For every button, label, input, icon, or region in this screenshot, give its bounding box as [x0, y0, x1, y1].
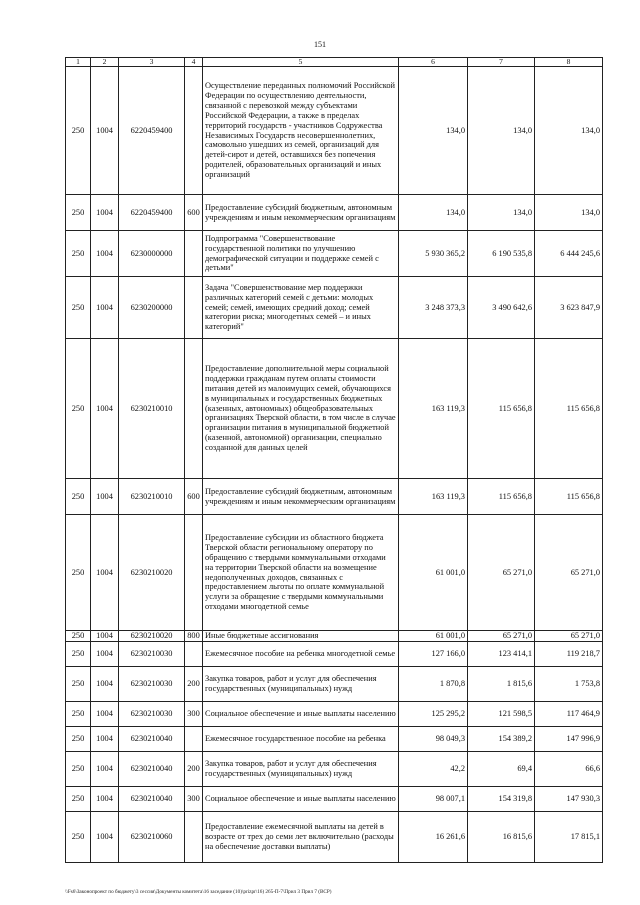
amount-cell: 17 815,1 [535, 812, 603, 863]
section-code-cell: 1004 [91, 752, 119, 787]
target-article-cell: 6230200000 [119, 277, 185, 339]
admin-code-cell: 250 [66, 195, 91, 231]
file-path-footer: \\Fs6\Законопроект по бюджету\3 сессия\Документы комитета\16 заседание (10)\prizpr\16) 265-П-7\Прил 3 Прил 7 (ВСР) [65, 889, 332, 895]
target-article-cell: 6230000000 [119, 231, 185, 277]
description-cell: Предоставление ежемесячной выплаты на детей в возрасте от трех до семи лет включительно (расходы на обеспечение доставки выплаты) [203, 812, 399, 863]
expense-type-cell [185, 642, 203, 667]
table-row [66, 277, 603, 339]
description-cell: Предоставление субсидий бюджетным, автономным учреждениям и иным некоммерческим организациям [203, 479, 399, 515]
amount-cell: 123 414,1 [468, 642, 535, 667]
expense-type-cell: 800 [185, 631, 203, 642]
expense-type-cell: 600 [185, 479, 203, 515]
amount-cell: 121 598,5 [468, 702, 535, 727]
amount-cell: 1 870,8 [399, 667, 468, 702]
admin-code-cell: 250 [66, 339, 91, 479]
section-code-cell: 1004 [91, 67, 119, 195]
column-header: 4 [185, 58, 203, 67]
amount-cell: 115 656,8 [468, 479, 535, 515]
column-header: 3 [119, 58, 185, 67]
amount-cell: 1 815,6 [468, 667, 535, 702]
amount-cell: 134,0 [399, 67, 468, 195]
expense-type-cell [185, 277, 203, 339]
amount-cell: 6 444 245,6 [535, 231, 603, 277]
amount-cell: 98 007,1 [399, 787, 468, 812]
expense-type-cell [185, 67, 203, 195]
admin-code-cell: 250 [66, 667, 91, 702]
table-row [66, 727, 603, 752]
amount-cell: 134,0 [468, 195, 535, 231]
section-code-cell: 1004 [91, 231, 119, 277]
admin-code-cell: 250 [66, 812, 91, 863]
amount-cell: 134,0 [468, 67, 535, 195]
admin-code-cell: 250 [66, 515, 91, 631]
admin-code-cell: 250 [66, 631, 91, 642]
admin-code-cell: 250 [66, 231, 91, 277]
table-row [66, 631, 603, 642]
amount-cell: 147 996,9 [535, 727, 603, 752]
expense-type-cell: 600 [185, 195, 203, 231]
description-cell: Социальное обеспечение и иные выплаты населению [203, 702, 399, 727]
admin-code-cell: 250 [66, 787, 91, 812]
column-header: 2 [91, 58, 119, 67]
section-code-cell: 1004 [91, 515, 119, 631]
column-header: 1 [66, 58, 91, 67]
table-row [66, 67, 603, 195]
column-header: 5 [203, 58, 399, 67]
table-header-row [66, 58, 603, 67]
description-cell: Подпрограмма "Совершенствование государственной политики по улучшению демографической ситуации и поддержке семей с детьми" [203, 231, 399, 277]
amount-cell: 65 271,0 [535, 631, 603, 642]
description-cell: Ежемесячное пособие на ребенка многодетной семье [203, 642, 399, 667]
amount-cell: 69,4 [468, 752, 535, 787]
expense-type-cell: 200 [185, 667, 203, 702]
section-code-cell: 1004 [91, 702, 119, 727]
expense-type-cell [185, 515, 203, 631]
description-cell: Предоставление дополнительной меры социальной поддержки гражданам путем оплаты стоимости питания детей из малоимущих семей, обучающихся в муниципальных и государственных бюджетных (казенных, автономных) общеобразовательных организациях Тверской области, в том числе в случае организации питания в муниципальной бюджетной (казенной, автономной) организации, специально созданной для данных целей [203, 339, 399, 479]
amount-cell: 61 001,0 [399, 631, 468, 642]
admin-code-cell: 250 [66, 727, 91, 752]
target-article-cell: 6230210020 [119, 515, 185, 631]
amount-cell: 115 656,8 [468, 339, 535, 479]
amount-cell: 65 271,0 [468, 631, 535, 642]
target-article-cell: 6230210010 [119, 479, 185, 515]
amount-cell: 42,2 [399, 752, 468, 787]
target-article-cell: 6220459400 [119, 67, 185, 195]
section-code-cell: 1004 [91, 339, 119, 479]
table-row [66, 479, 603, 515]
table-row [66, 195, 603, 231]
amount-cell: 3 248 373,3 [399, 277, 468, 339]
expense-type-cell [185, 727, 203, 752]
amount-cell: 134,0 [535, 67, 603, 195]
amount-cell: 3 490 642,6 [468, 277, 535, 339]
amount-cell: 154 319,8 [468, 787, 535, 812]
admin-code-cell: 250 [66, 642, 91, 667]
amount-cell: 117 464,9 [535, 702, 603, 727]
amount-cell: 147 930,3 [535, 787, 603, 812]
target-article-cell: 6230210010 [119, 339, 185, 479]
section-code-cell: 1004 [91, 479, 119, 515]
description-cell: Закупка товаров, работ и услуг для обеспечения государственных (муниципальных) нужд [203, 752, 399, 787]
expense-type-cell [185, 339, 203, 479]
table-row [66, 642, 603, 667]
admin-code-cell: 250 [66, 67, 91, 195]
section-code-cell: 1004 [91, 277, 119, 339]
section-code-cell: 1004 [91, 631, 119, 642]
amount-cell: 61 001,0 [399, 515, 468, 631]
admin-code-cell: 250 [66, 752, 91, 787]
table-row [66, 667, 603, 702]
amount-cell: 66,6 [535, 752, 603, 787]
section-code-cell: 1004 [91, 812, 119, 863]
amount-cell: 16 261,6 [399, 812, 468, 863]
amount-cell: 134,0 [399, 195, 468, 231]
target-article-cell: 6230210040 [119, 727, 185, 752]
amount-cell: 119 218,7 [535, 642, 603, 667]
amount-cell: 1 753,8 [535, 667, 603, 702]
table-row [66, 339, 603, 479]
page-number: 151 [314, 40, 326, 49]
target-article-cell: 6220459400 [119, 195, 185, 231]
admin-code-cell: 250 [66, 479, 91, 515]
description-cell: Иные бюджетные ассигнования [203, 631, 399, 642]
budget-table [65, 57, 603, 863]
amount-cell: 98 049,3 [399, 727, 468, 752]
amount-cell: 125 295,2 [399, 702, 468, 727]
admin-code-cell: 250 [66, 277, 91, 339]
section-code-cell: 1004 [91, 195, 119, 231]
description-cell: Осуществление переданных полномочий Российской Федерации по осуществлению деятельности, связанной с перевозкой между субъектами Российской Федерации, а также в пределах территорий государств - участников Содружества Независимых Государств несовершеннолетних, самовольно ушедших из семей, организаций для детей-сирот и детей, оставшихся без попечения родителей, образовательных организаций и иных организаций [203, 67, 399, 195]
description-cell: Ежемесячное государственное пособие на ребенка [203, 727, 399, 752]
description-cell: Предоставление субсидии из областного бюджета Тверской области региональному оператору по обращению с твердыми коммунальными отходами на территории Тверской области на возмещение недополученных доходов, связанных с предоставлением льготы по оплате коммунальной услуги за обращение с твердыми коммунальными отходами многодетной семье [203, 515, 399, 631]
table-row [66, 812, 603, 863]
amount-cell: 154 389,2 [468, 727, 535, 752]
description-cell: Закупка товаров, работ и услуг для обеспечения государственных (муниципальных) нужд [203, 667, 399, 702]
section-code-cell: 1004 [91, 727, 119, 752]
amount-cell: 115 656,8 [535, 339, 603, 479]
amount-cell: 6 190 535,8 [468, 231, 535, 277]
target-article-cell: 6230210020 [119, 631, 185, 642]
target-article-cell: 6230210030 [119, 642, 185, 667]
expense-type-cell [185, 812, 203, 863]
description-cell: Предоставление субсидий бюджетным, автономным учреждениям и иным некоммерческим организациям [203, 195, 399, 231]
amount-cell: 134,0 [535, 195, 603, 231]
target-article-cell: 6230210040 [119, 752, 185, 787]
target-article-cell: 6230210030 [119, 667, 185, 702]
section-code-cell: 1004 [91, 787, 119, 812]
table-row [66, 702, 603, 727]
column-header: 8 [535, 58, 603, 67]
column-header: 7 [468, 58, 535, 67]
amount-cell: 16 815,6 [468, 812, 535, 863]
table-row [66, 752, 603, 787]
section-code-cell: 1004 [91, 642, 119, 667]
column-header: 6 [399, 58, 468, 67]
table-row [66, 231, 603, 277]
amount-cell: 163 119,3 [399, 339, 468, 479]
target-article-cell: 6230210040 [119, 787, 185, 812]
table-row [66, 515, 603, 631]
amount-cell: 127 166,0 [399, 642, 468, 667]
target-article-cell: 6230210060 [119, 812, 185, 863]
section-code-cell: 1004 [91, 667, 119, 702]
expense-type-cell: 200 [185, 752, 203, 787]
expense-type-cell: 300 [185, 702, 203, 727]
amount-cell: 65 271,0 [535, 515, 603, 631]
amount-cell: 65 271,0 [468, 515, 535, 631]
expense-type-cell [185, 231, 203, 277]
description-cell: Задача "Совершенствование мер поддержки различных категорий семей с детьми: молодых семей; семей, имеющих средний доход; семей категории риска; многодетных семей – и иных категорий" [203, 277, 399, 339]
amount-cell: 3 623 847,9 [535, 277, 603, 339]
amount-cell: 115 656,8 [535, 479, 603, 515]
amount-cell: 5 930 365,2 [399, 231, 468, 277]
amount-cell: 163 119,3 [399, 479, 468, 515]
description-cell: Социальное обеспечение и иные выплаты населению [203, 787, 399, 812]
target-article-cell: 6230210030 [119, 702, 185, 727]
admin-code-cell: 250 [66, 702, 91, 727]
table-row [66, 787, 603, 812]
expense-type-cell: 300 [185, 787, 203, 812]
